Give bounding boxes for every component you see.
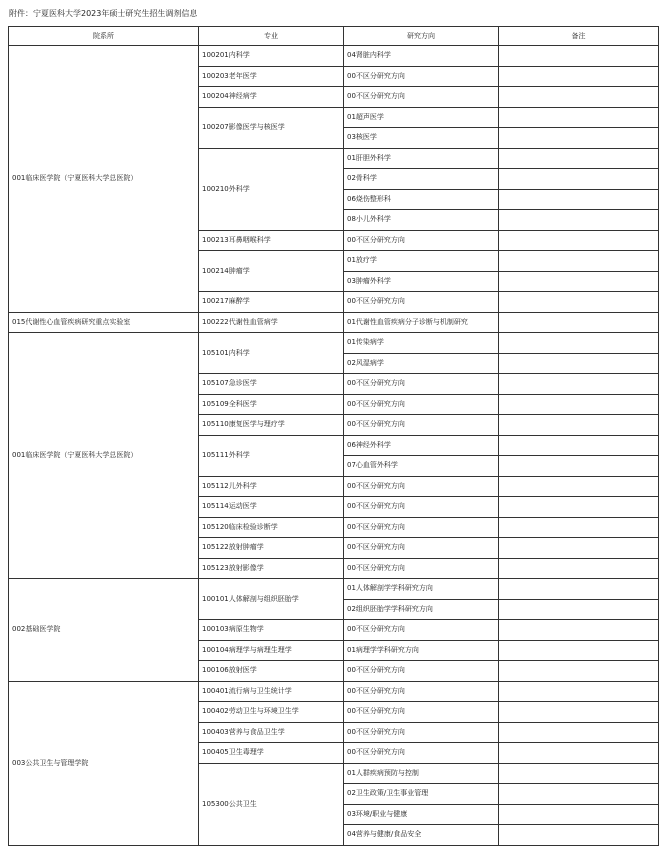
- remark-cell: [499, 538, 659, 559]
- major-cell: 100106放射医学: [199, 661, 344, 682]
- header-major: 专业: [199, 27, 344, 46]
- remark-cell: [499, 702, 659, 723]
- remark-cell: [499, 435, 659, 456]
- direction-cell: 00不区分研究方向: [344, 497, 499, 518]
- direction-cell: 00不区分研究方向: [344, 517, 499, 538]
- header-direction: 研究方向: [344, 27, 499, 46]
- direction-cell: 00不区分研究方向: [344, 743, 499, 764]
- department-cell: 003公共卫生与管理学院: [9, 681, 199, 845]
- major-cell: 100201内科学: [199, 46, 344, 67]
- remark-cell: [499, 825, 659, 846]
- remark-cell: [499, 517, 659, 538]
- remark-cell: [499, 292, 659, 313]
- major-cell: 105111外科学: [199, 435, 344, 476]
- remark-cell: [499, 394, 659, 415]
- direction-cell: 00不区分研究方向: [344, 538, 499, 559]
- major-cell: 105101内科学: [199, 333, 344, 374]
- remark-cell: [499, 497, 659, 518]
- remark-cell: [499, 415, 659, 436]
- major-cell: 105109全科医学: [199, 394, 344, 415]
- table-row: [9, 46, 659, 67]
- major-cell: 105123放射影像学: [199, 558, 344, 579]
- header-department: 院系所: [9, 27, 199, 46]
- remark-cell: [499, 640, 659, 661]
- major-cell: 100405卫生毒理学: [199, 743, 344, 764]
- direction-cell: 00不区分研究方向: [344, 476, 499, 497]
- table-row: [9, 681, 659, 702]
- remark-cell: [499, 763, 659, 784]
- department-cell: 001临床医学院（宁夏医科大学总医院）: [9, 46, 199, 313]
- major-cell: 100402劳动卫生与环境卫生学: [199, 702, 344, 723]
- remark-cell: [499, 189, 659, 210]
- direction-cell: 03肿瘤外科学: [344, 271, 499, 292]
- remark-cell: [499, 661, 659, 682]
- direction-cell: 03核医学: [344, 128, 499, 149]
- direction-cell: 00不区分研究方向: [344, 702, 499, 723]
- remark-cell: [499, 681, 659, 702]
- table-row: [9, 312, 659, 333]
- remark-cell: [499, 374, 659, 395]
- major-cell: 105120临床检验诊断学: [199, 517, 344, 538]
- table-body: [9, 46, 659, 846]
- direction-cell: 02卫生政策/卫生事业管理: [344, 784, 499, 805]
- table-row: [9, 579, 659, 600]
- direction-cell: 03环境/职业与健康: [344, 804, 499, 825]
- direction-cell: 04肾脏内科学: [344, 46, 499, 67]
- direction-cell: 02骨科学: [344, 169, 499, 190]
- major-cell: 100210外科学: [199, 148, 344, 230]
- major-cell: 105110康复医学与理疗学: [199, 415, 344, 436]
- direction-cell: 07心血管外科学: [344, 456, 499, 477]
- department-cell: 002基础医学院: [9, 579, 199, 682]
- major-cell: 105107急诊医学: [199, 374, 344, 395]
- direction-cell: 06烧伤整形科: [344, 189, 499, 210]
- remark-cell: [499, 128, 659, 149]
- remark-cell: [499, 107, 659, 128]
- remark-cell: [499, 46, 659, 67]
- direction-cell: 01人体解剖学学科研究方向: [344, 579, 499, 600]
- major-cell: 105122放射肿瘤学: [199, 538, 344, 559]
- major-cell: 105112儿外科学: [199, 476, 344, 497]
- direction-cell: 01放疗学: [344, 251, 499, 272]
- remark-cell: [499, 251, 659, 272]
- table-header-row: [9, 27, 659, 46]
- major-cell: 100214肿瘤学: [199, 251, 344, 292]
- remark-cell: [499, 579, 659, 600]
- remark-cell: [499, 169, 659, 190]
- major-cell: 100222代谢性血管病学: [199, 312, 344, 333]
- remark-cell: [499, 271, 659, 292]
- remark-cell: [499, 353, 659, 374]
- remark-cell: [499, 599, 659, 620]
- direction-cell: 08小儿外科学: [344, 210, 499, 231]
- department-cell: 001临床医学院（宁夏医科大学总医院）: [9, 333, 199, 579]
- major-cell: 100204神经病学: [199, 87, 344, 108]
- remark-cell: [499, 148, 659, 169]
- major-cell: 105114运动医学: [199, 497, 344, 518]
- remark-cell: [499, 558, 659, 579]
- direction-cell: 06神经外科学: [344, 435, 499, 456]
- direction-cell: 00不区分研究方向: [344, 374, 499, 395]
- document-title: 附件：宁夏医科大学2023年硕士研究生招生调剂信息: [9, 9, 198, 18]
- direction-cell: 02组织胚胎学学科研究方向: [344, 599, 499, 620]
- remark-cell: [499, 210, 659, 231]
- direction-cell: 01超声医学: [344, 107, 499, 128]
- department-cell: 015代谢性心血管疾病研究重点实验室: [9, 312, 199, 333]
- direction-cell: 00不区分研究方向: [344, 681, 499, 702]
- direction-cell: 01传染病学: [344, 333, 499, 354]
- direction-cell: 00不区分研究方向: [344, 87, 499, 108]
- remark-cell: [499, 456, 659, 477]
- major-cell: 100203老年医学: [199, 66, 344, 87]
- remark-cell: [499, 722, 659, 743]
- direction-cell: 00不区分研究方向: [344, 292, 499, 313]
- direction-cell: 00不区分研究方向: [344, 558, 499, 579]
- remark-cell: [499, 784, 659, 805]
- major-cell: 100101人体解剖与组织胚胎学: [199, 579, 344, 620]
- remark-cell: [499, 333, 659, 354]
- major-cell: 100207影像医学与核医学: [199, 107, 344, 148]
- adjustment-table: [8, 26, 659, 846]
- remark-cell: [499, 312, 659, 333]
- major-cell: 100403营养与食品卫生学: [199, 722, 344, 743]
- major-cell: 100103病原生物学: [199, 620, 344, 641]
- table-row: [9, 333, 659, 354]
- remark-cell: [499, 87, 659, 108]
- direction-cell: 01病理学学科研究方向: [344, 640, 499, 661]
- direction-cell: 01代谢性血管疾病分子诊断与机制研究: [344, 312, 499, 333]
- direction-cell: 00不区分研究方向: [344, 66, 499, 87]
- remark-cell: [499, 620, 659, 641]
- major-cell: 105300公共卫生: [199, 763, 344, 845]
- major-cell: 100213耳鼻咽喉科学: [199, 230, 344, 251]
- major-cell: 100217麻醉学: [199, 292, 344, 313]
- remark-cell: [499, 476, 659, 497]
- direction-cell: 01人群疾病预防与控制: [344, 763, 499, 784]
- direction-cell: 04营养与健康/食品安全: [344, 825, 499, 846]
- direction-cell: 00不区分研究方向: [344, 230, 499, 251]
- remark-cell: [499, 230, 659, 251]
- major-cell: 100401流行病与卫生统计学: [199, 681, 344, 702]
- direction-cell: 00不区分研究方向: [344, 620, 499, 641]
- direction-cell: 02风湿病学: [344, 353, 499, 374]
- direction-cell: 01肝胆外科学: [344, 148, 499, 169]
- major-cell: 100104病理学与病理生理学: [199, 640, 344, 661]
- header-remark: 备注: [499, 27, 659, 46]
- direction-cell: 00不区分研究方向: [344, 661, 499, 682]
- remark-cell: [499, 804, 659, 825]
- remark-cell: [499, 743, 659, 764]
- direction-cell: 00不区分研究方向: [344, 722, 499, 743]
- remark-cell: [499, 66, 659, 87]
- direction-cell: 00不区分研究方向: [344, 394, 499, 415]
- direction-cell: 00不区分研究方向: [344, 415, 499, 436]
